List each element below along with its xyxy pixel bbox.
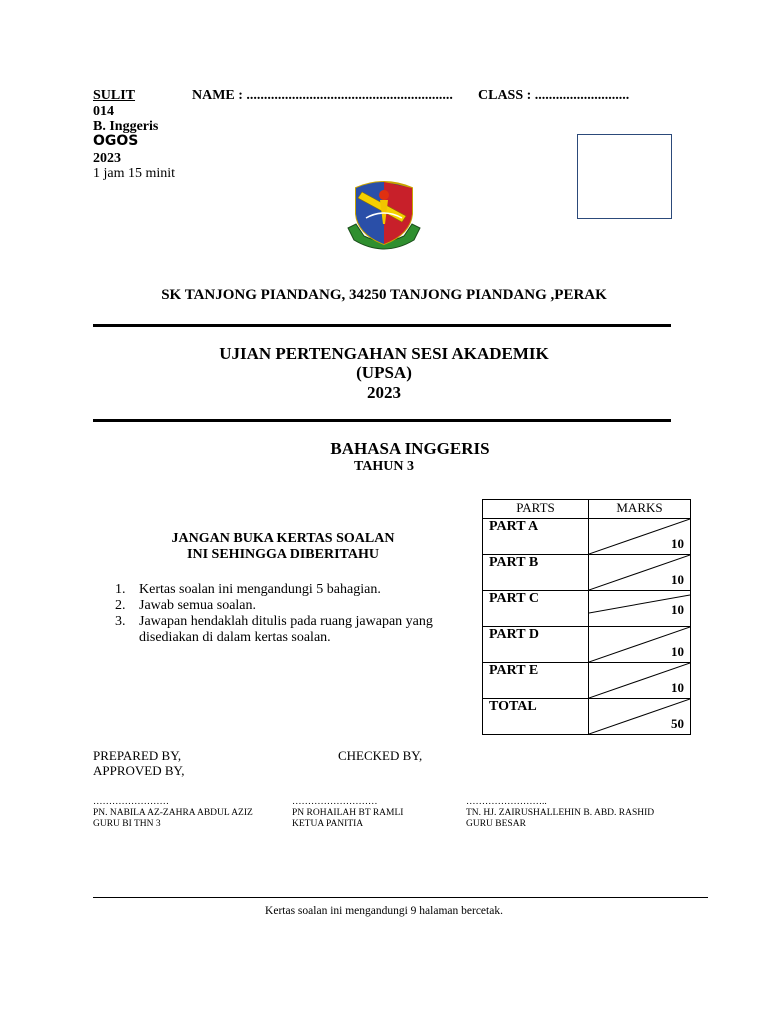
signature-block-3 — [466, 797, 654, 830]
subject-title: BAHASA INGGERIS — [330, 439, 490, 458]
exam-title-year: 2023 — [367, 383, 401, 402]
instruction-item: 3. Jawapan hendaklah ditulis pada ruang jawapan yang disediakan di dalam kertas soalan. — [115, 614, 433, 645]
exam-year: 2023 — [93, 151, 121, 166]
signatory-role: KETUA PANITIA — [292, 819, 364, 829]
table-row: PART D 10 — [483, 627, 691, 663]
signature-line: …………………… — [93, 797, 169, 807]
divider-bottom — [93, 419, 671, 422]
school-logo — [344, 178, 424, 258]
page-count-note: Kertas soalan ini mengandungi 9 halaman bercetak. — [265, 905, 503, 917]
table-row: PART E 10 — [483, 663, 691, 699]
warning-line-2: INI SEHINGGA DIBERITAHU — [187, 547, 379, 562]
table-row: PART B 10 — [483, 555, 691, 591]
name-field-label: NAME : ........................................................... — [192, 88, 453, 103]
table-row: TOTAL 50 — [483, 699, 691, 735]
signatory-role: GURU BI THN 3 — [93, 819, 161, 829]
school-address: SK TANJONG PIANDANG, 34250 TANJONG PIANDANG ,PERAK — [161, 287, 607, 303]
signatory-name: TN. HJ. ZAIRUSHALLEHIN B. ABD. RASHID — [466, 808, 655, 818]
signatory-name: PN. NABILA AZ-ZAHRA ABDUL AZIZ — [93, 808, 253, 818]
warning-notice — [126, 531, 440, 563]
marks-table-header-parts: PARTS — [483, 500, 589, 519]
instruction-item: 2. Jawab semua soalan. — [115, 598, 257, 613]
footer-rule — [93, 897, 708, 898]
exam-month: OGOS — [93, 133, 139, 149]
exam-title: UJIAN PERTENGAHAN SESI AKADEMIK — [219, 344, 549, 363]
divider-top — [93, 324, 671, 327]
exam-title-abbr: (UPSA) — [356, 363, 412, 382]
sulit-label: SULIT — [93, 88, 136, 103]
table-row: PART C 10 — [483, 591, 691, 627]
paper-code: 014 — [93, 104, 114, 119]
signatory-role: GURU BESAR — [466, 819, 526, 829]
year-level: TAHUN 3 — [353, 459, 415, 474]
marks-table-header-marks: MARKS — [589, 500, 691, 519]
checked-by-label: CHECKED BY, — [338, 748, 423, 763]
signatory-name: PN ROHAILAH BT RAMLI — [292, 808, 404, 818]
exam-duration: 1 jam 15 minit — [93, 166, 176, 181]
signature-line: ……………………… — [292, 797, 378, 807]
signature-block-2 — [292, 797, 403, 830]
approved-by-label: APPROVED BY, — [93, 763, 185, 778]
subject-short: B. Inggeris — [93, 119, 159, 134]
table-row: PART A 10 — [483, 519, 691, 555]
prepared-by-label: PREPARED BY, — [93, 748, 182, 763]
signature-block-1 — [93, 797, 253, 830]
instruction-item: 1. Kertas soalan ini mengandungi 5 bahagian. — [115, 582, 381, 597]
marks-box — [577, 134, 672, 219]
marks-table — [482, 499, 691, 735]
signature-line: …………………….. — [466, 797, 547, 807]
instructions-list — [115, 582, 475, 646]
class-field-label: CLASS : ........................... — [478, 88, 630, 103]
warning-line-1: JANGAN BUKA KERTAS SOALAN — [171, 531, 395, 546]
